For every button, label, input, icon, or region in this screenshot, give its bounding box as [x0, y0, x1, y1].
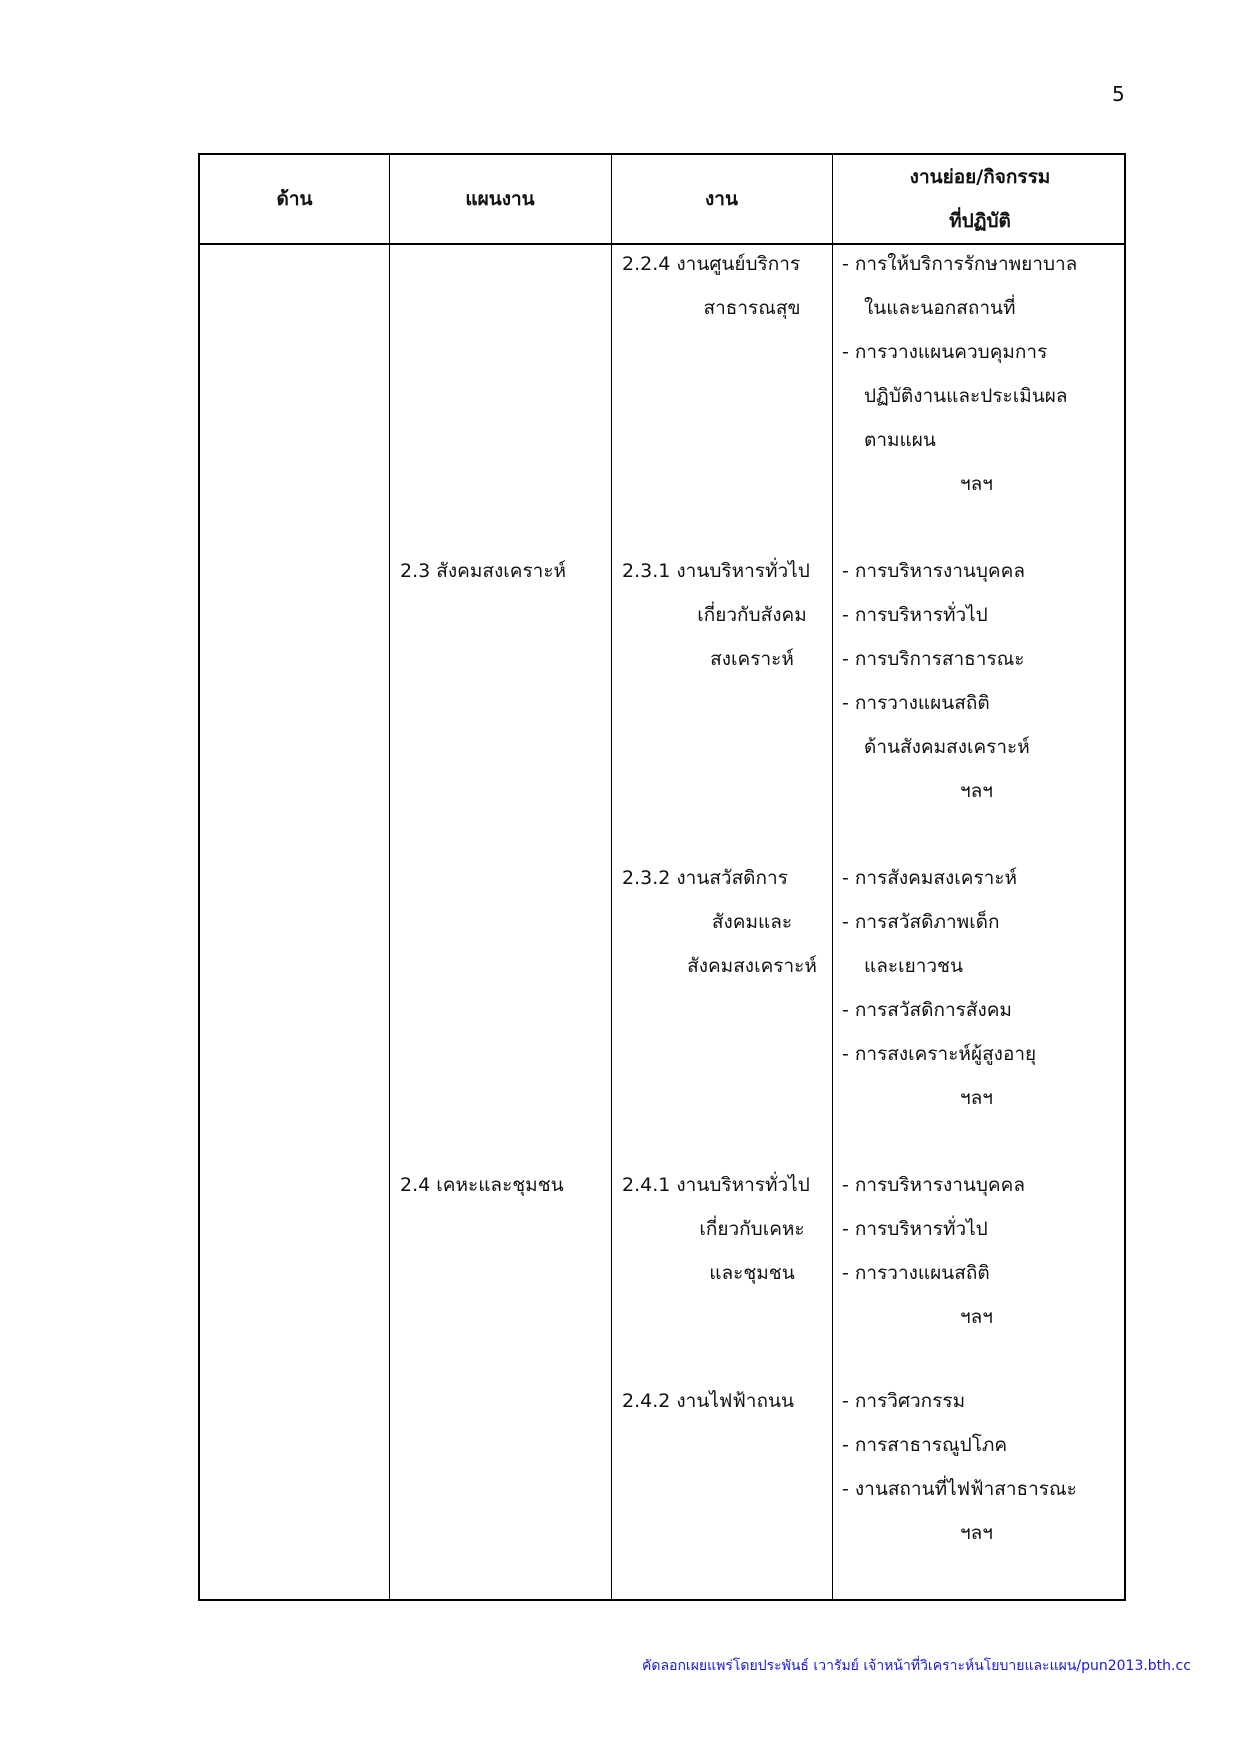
task-cell: [622, 1379, 794, 1423]
act-line: ด้านสังคมสงเคราะห์: [864, 736, 1030, 758]
act-line: ฯลฯ: [960, 1522, 993, 1544]
header-plan: แผนงาน: [465, 188, 535, 210]
header-task: งาน: [705, 188, 738, 210]
task-line: และชุมชน: [709, 1262, 795, 1284]
act-line: - การวิศวกรรม: [842, 1390, 966, 1412]
task-cell: [622, 242, 852, 330]
header-activity: [832, 155, 1128, 243]
act-line: - การบริหารทั่วไป: [842, 1218, 988, 1240]
footer-credit: คัดลอกเผยแพร่โดยประพันธ์ เวารัมย์ เจ้าหน้าที่วิเคราะห์นโยบายและแผน/pun2013.bth.cc: [642, 1658, 1191, 1674]
task-line: สงเคราะห์: [710, 648, 794, 670]
plan-cell: [400, 549, 566, 593]
act-line: - การสังคมสงเคราะห์: [842, 867, 1018, 889]
act-line: - การสวัสดิการสังคม: [842, 999, 1012, 1021]
act-line: และเยาวชน: [864, 955, 963, 977]
task-line: 2.3.2 งานสวัสดิการ: [622, 867, 788, 889]
header-activity-line2: ที่ปฏิบัติ: [949, 210, 1011, 232]
act-line: - การบริหารงานบุคคล: [842, 560, 1025, 582]
act-line: ฯลฯ: [960, 473, 993, 495]
plan-line: 2.3 สังคมสงเคราะห์: [400, 560, 567, 582]
act-line: - การวางแผนควบคุมการ: [842, 341, 1048, 363]
header-side: ด้าน: [276, 188, 313, 210]
act-line: - การสาธารณูปโภค: [842, 1434, 1008, 1456]
task-cell: [622, 856, 852, 988]
task-line: 2.3.1 งานบริหารทั่วไป: [622, 560, 810, 582]
act-cell: [842, 1163, 1025, 1339]
act-line: - การให้บริการรักษาพยาบาล: [842, 253, 1078, 275]
act-cell: [842, 549, 1030, 813]
page-number: 5: [1112, 82, 1125, 106]
task-cell: [622, 1163, 852, 1295]
act-line: - การสวัสดิภาพเด็ก: [842, 911, 1000, 933]
task-line: เกี่ยวกับสังคม: [697, 604, 807, 626]
plan-line: 2.4 เคหะและชุมชน: [400, 1174, 564, 1196]
act-line: ฯลฯ: [960, 1306, 993, 1328]
act-line: - การบริการสาธารณะ: [842, 648, 1025, 670]
act-line: - การสงเคราะห์ผู้สูงอายุ: [842, 1043, 1037, 1065]
act-line: ฯลฯ: [960, 1087, 993, 1109]
plan-cell: [400, 1163, 564, 1207]
act-line: - การวางแผนสถิติ: [842, 1262, 990, 1284]
act-line: - งานสถานที่ไฟฟ้าสาธารณะ: [842, 1478, 1077, 1500]
task-line: สังคมและ: [711, 911, 793, 933]
task-line: 2.4.1 งานบริหารทั่วไป: [622, 1174, 810, 1196]
act-line: - การวางแผนสถิติ: [842, 692, 990, 714]
act-line: - การบริหารงานบุคคล: [842, 1174, 1025, 1196]
act-line: ในและนอกสถานที่: [864, 297, 1016, 319]
act-cell: [842, 1379, 1077, 1555]
act-line: - การบริหารทั่วไป: [842, 604, 988, 626]
column-divider: [611, 155, 612, 1599]
header-activity-line1: งานย่อย/กิจกรรม: [909, 166, 1051, 188]
act-line: ฯลฯ: [960, 780, 993, 802]
task-line: สังคมสงเคราะห์: [687, 955, 817, 977]
act-line: ปฏิบัติงานและประเมินผล: [864, 385, 1068, 407]
column-divider: [389, 155, 390, 1599]
task-line: 2.4.2 งานไฟฟ้าถนน: [622, 1390, 794, 1412]
task-line: 2.2.4 งานศูนย์บริการ: [622, 253, 801, 275]
act-line: ตามแผน: [864, 429, 936, 451]
act-cell: [842, 242, 1077, 506]
act-cell: [842, 856, 1036, 1120]
task-cell: [622, 549, 852, 681]
task-line: เกี่ยวกับเคหะ: [699, 1218, 805, 1240]
task-line: สาธารณสุข: [703, 297, 801, 319]
